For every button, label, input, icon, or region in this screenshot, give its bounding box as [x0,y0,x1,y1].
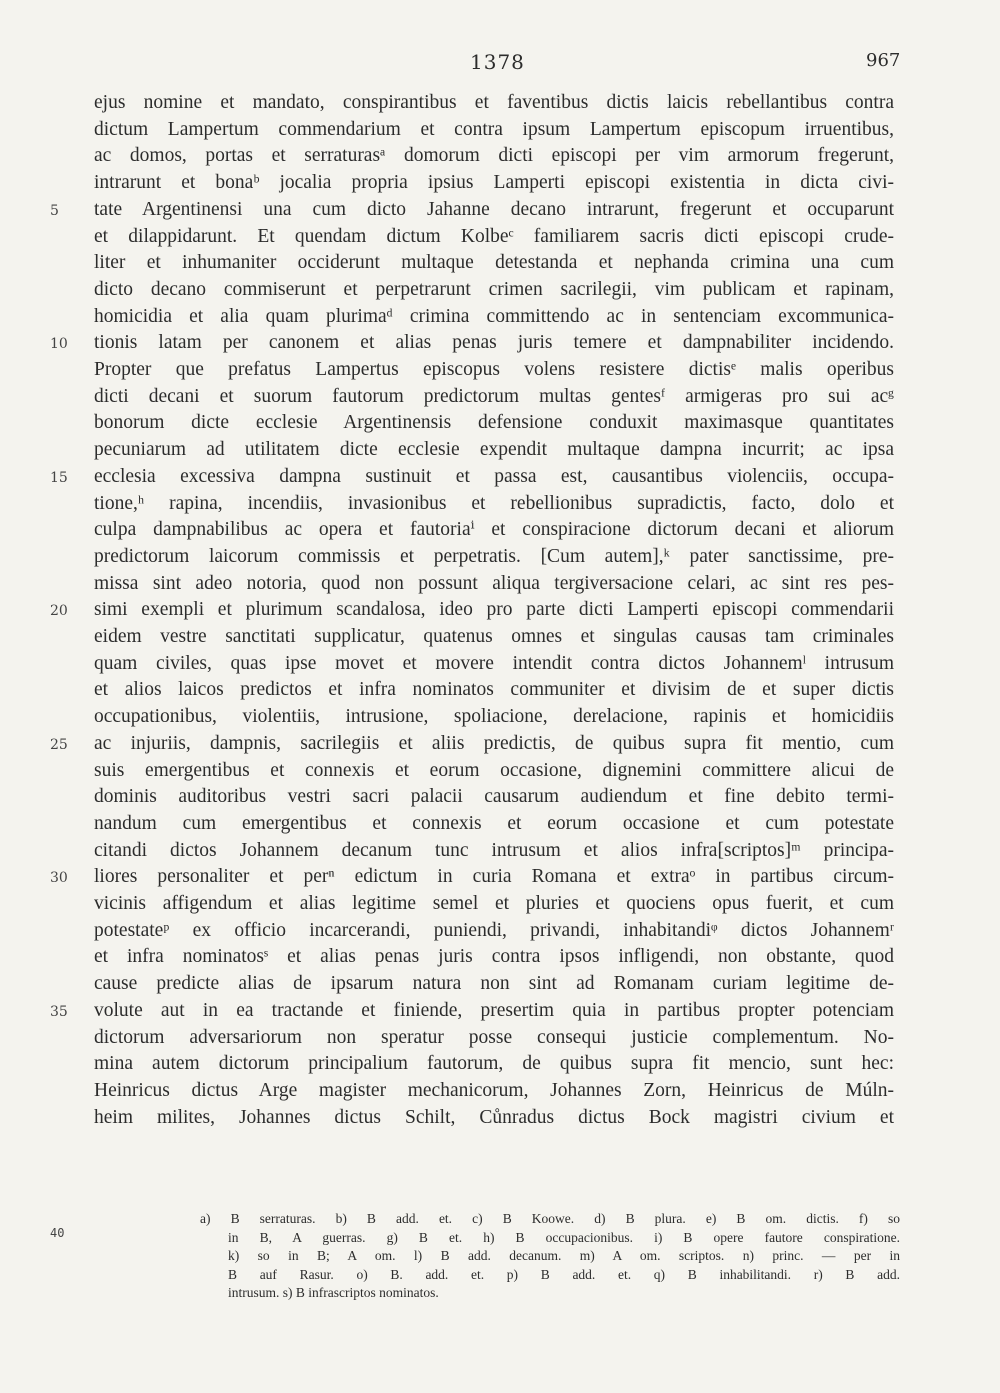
text-line: liter et inhumaniter occiderunt multaque detestanda et nephanda crimina una cum [94,252,894,274]
text-line: eidem vestre sanctitati supplicatur, quatenus omnes et singulas causas tam criminales [94,626,894,647]
text-line: predictorum laicorum commissis et perpetratis. [Cum autem],ᵏ pater sanctissime, pre- [94,545,894,567]
footnote-line: in B, A guerras. g) B et. h) B occupacionibus. i) B opere fautore conspiratione. [228,1229,900,1245]
text-line: et infra nominatosˢ et alias penas juris contra ipsos infligendi, non obstante, quod [94,946,894,968]
line-number: 5 [50,202,59,219]
text-line: heim milites, Johannes dictus Schilt, Cůnradus dictus Bock magistri civium et [94,1106,894,1128]
text-line: mina autem dictorum principalium fautorum, de quibus supra fit mencio, sunt hec: [94,1053,894,1075]
text-line: volute aut in ea tractande et finiende, presertim quia in partibus propter potenciam [94,999,894,1021]
text-line: occupationibus, violentiis, intrusione, spoliacione, derelacione, rapinis et homicidiis [94,706,894,728]
footnote-line: a) B serraturas. b) B add. et. c) B Koowe. d) B plura. e) B om. dictis. f) so [200,1211,900,1226]
line-number: 30 [50,870,68,887]
text-line: potestateᵖ ex officio incarcerandi, puniendi, privandi, inhabitandiᵠ dictos Johannemʳ [94,919,894,941]
text-line: tionis latam per canonem et alias penas juris temere et dampnabiliter incidendo. [94,332,894,354]
text-line: ejus nomine et mandato, conspirantibus et faventibus dictis laicis rebellantibus contra [94,92,894,113]
page-header [0,50,1000,80]
line-number: 15 [50,469,68,486]
text-line: et alios laicos predictos et infra nominatos communiter et divisim de et super dictis [94,679,894,701]
text-line: culpa dampnabilibus ac opera et fautoriaⁱ et conspiracione dictorum decani et aliorum [94,519,894,541]
header-year: 1378 [470,50,525,74]
footnotes [200,1210,900,1303]
text-line: dicto decano commiserunt et perpetrarunt crimen sacrilegii, vim publicam et rapinam, [94,278,894,300]
footnote-line: k) so in B; A om. l) B add. decanum. m) A om. scriptos. n) princ. — per in [228,1248,900,1263]
text-line: pecuniarum ad utilitatem dicte ecclesie expendit multaque dampna incurrit; ac ipsa [94,439,894,461]
text-line: nandum cum emergentibus et connexis et eorum occasione et cum potestate [94,812,894,834]
text-line: dictorum adversariorum non speratur posse consequi justicie complementum. No- [94,1026,894,1048]
line-number: 10 [50,336,68,353]
text-line: dicti decani et suorum fautorum predictorum multas gentesᶠ armigeras pro sui acᵍ [94,385,894,407]
line-number: 35 [50,1003,68,1020]
text-line: citandi dictos Johannem decanum tunc intrusum et alios infra[scriptos]ᵐ principa- [94,839,894,861]
text-line: ecclesia excessiva dampna sustinuit et passa est, causantibus violenciis, occupa- [94,465,894,487]
text-line: intrarunt et bonaᵇ jocalia propria ipsius Lamperti episcopi existentia in dicta civi- [94,172,894,194]
line-number: 20 [50,603,68,620]
header-page-number: 967 [866,50,901,71]
text-line: tate Argentinensi una cum dicto Jahanne decano intrarunt, fregerunt et occuparunt [94,198,894,220]
text-line: cause predicte alias de ipsarum natura non sint ad Romanam curiam legitime de- [94,973,894,995]
text-line: Propter que prefatus Lampertus episcopus volens resistere dictisᵉ malis operibus [94,359,894,380]
text-line: homicidia et alia quam plurimaᵈ crimina committendo ac in sentenciam excommunica- [94,305,894,327]
text-line: et dilappidarunt. Et quendam dictum Kolbeᶜ familiarem sacris dicti episcopi crude- [94,225,894,247]
text-line: bonorum dicte ecclesie Argentinensis defensione conduxit maximasque quantitates [94,412,894,434]
footnote-line-number: 40 [50,1226,65,1240]
text-line: simi exempli et plurimum scandalosa, ideo pro parte dicti Lamperti episcopi commendarii [94,599,894,621]
text-line: dominis auditoribus vestri sacri palacii causarum audiendum et fine debito termi- [94,786,894,808]
text-line: missa sint adeo notoria, quod non possunt aliqua tergiversacione celari, ac sint res pes- [94,572,894,594]
text-line: dictum Lampertum commendarium et contra ipsum Lampertum episcopum irruentibus, [94,118,894,140]
footnote-line: intrusum. s) B infrascriptos nominatos. [228,1285,439,1300]
text-line: tione,ʰ rapina, incendiis, invasionibus et rebellionibus supradictis, facto, dolo et [94,492,894,514]
text-line: Heinricus dictus Arge magister mechanicorum, Johannes Zorn, Heinricus de Múln- [94,1079,894,1101]
text-line: suis emergentibus et connexis et eorum occasione, dignemini committere alicui de [94,759,894,781]
text-line: vicinis affigendum et alias legitime semel et pluries et quociens opus fuerit, et cum [94,893,894,914]
footnote-line: B auf Rasur. o) B. add. et. p) B add. et. q) B inhabilitandi. r) B add. [228,1266,900,1282]
text-line: quam civiles, quas ipse movet et movere intendit contra dictos Johannemˡ intrusum [94,652,894,674]
line-number: 25 [50,736,68,753]
text-line: liores personaliter et perⁿ edictum in curia Romana et extraᵒ in partibus circum- [94,866,894,888]
text-line: ac injuriis, dampnis, sacrilegiis et aliis predictis, de quibus supra fit mentio, cum [94,732,894,754]
text-line: ac domos, portas et serraturasᵃ domorum dicti episcopi per vim armorum fregerunt, [94,145,894,167]
